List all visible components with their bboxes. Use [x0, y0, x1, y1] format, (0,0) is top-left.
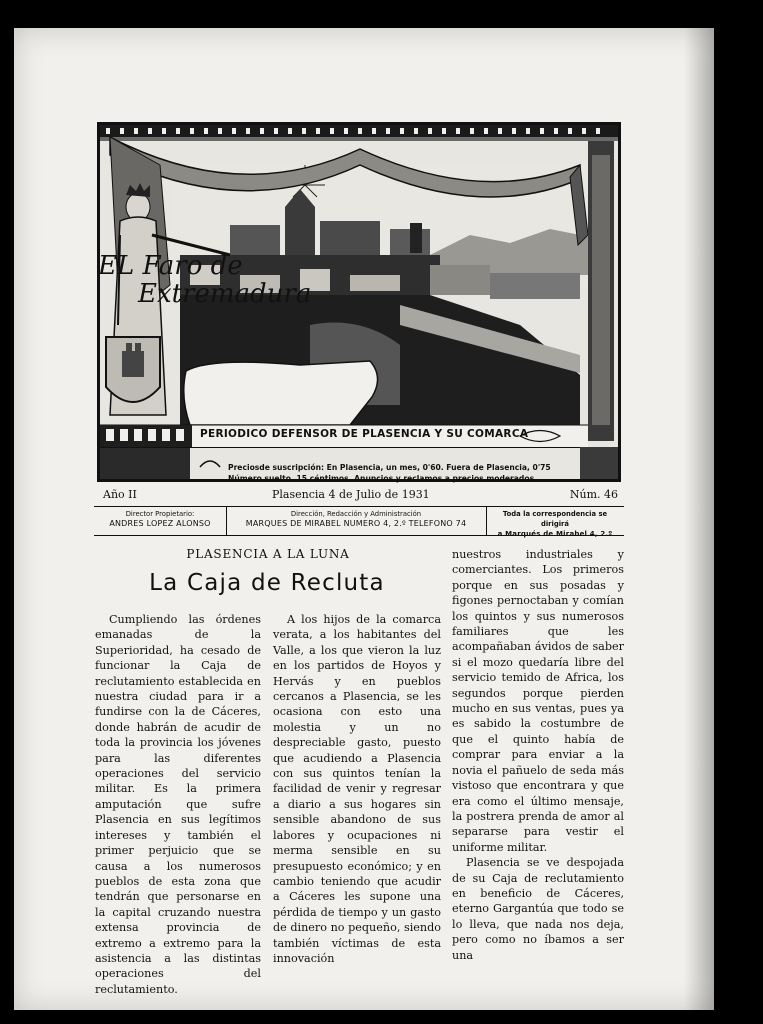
director-label: Director Propietario:: [125, 510, 195, 518]
paragraph: A los hijos de la comarca verata, a los habitantes del Valle, a los que vieron la luz en los partidos de Hoyos y Hervás y en pueblos cercanos a Plasencia, se les ocasiona con esto una molestia y un no despreciable gasto, puesto que acudiendo a Plasencia con sus quintos tenían la facilidad de venir y regresar a diario a sus hogares sin sensible abandono de sus labores y ocupaciones ni merma sensible en su presupuesto económico; y en cambio teniendo que acudir a Cáceres les supone una pérdida de tiempo y un gasto de dinero no pequeño, siendo también víctimas de esta innovación: [273, 613, 441, 965]
subscription-line-1: Preciosde suscripción: En Plasencia, un mes, 0'60. Fuera de Plasencia, 0'75: [228, 463, 551, 472]
masthead-subtitle: PERIODICO DEFENSOR DE PLASENCIA Y SU COMARCA: [200, 428, 529, 440]
paragraph: Cumpliendo las órdenes emanadas de la Superioridad, ha cesado de funcionar la Caja de reclutamiento establecida en nuestra ciudad para ir a fundirse con la de Cáceres, donde habrán de acudir de toda la provincia los jóvenes para las diferentes operaciones del servicio militar. Es la primera amputación que sufre Plasencia en sus legítimos intereses y también el primer perjuicio que se causa a los numerosos pueblos de esta zona que tendrán que personarse en la capital cruzando nuestra extensa provincia de extremo a extremo para la asistencia a las distintas operaciones del reclutamiento.: [95, 613, 261, 996]
title-line-1: EL Faro de: [98, 251, 243, 281]
correspondence-line-2: a Marqués de Mirabel 4, 2.º: [497, 530, 613, 538]
page-edge-shadow: [684, 28, 714, 1010]
subscription-prices: [228, 462, 608, 484]
title-line-2: Extremadura: [138, 279, 312, 309]
issue-info: [97, 488, 622, 504]
divider: [226, 507, 227, 535]
staff-box: [94, 506, 624, 536]
subscription-line-2: Número suelto, 15 céntimos. Anuncios y reclamos a precios moderados.: [228, 474, 537, 483]
divider: [486, 507, 487, 535]
issue-year: Año II: [103, 488, 137, 501]
director-cell: [96, 509, 224, 529]
article-headline: La Caja de Recluta: [149, 570, 385, 596]
section-heading: PLASENCIA A LA LUNA: [186, 547, 350, 561]
article-column-1: [95, 612, 261, 997]
newspaper-title: [98, 252, 311, 308]
paragraph: nuestros industriales y comerciantes. Los primeros porque en sus posadas y figones pernoctaban y comían los quintos y sus numerosos familiares que les acompañaban ávidos de saber si el mozo quedaría libre del servicio temido de Africa, los segundos porque pierden mucho en sus ventas, pues ya es sabido la costumbre de que el quinto había de comprar para enviar a la novia el pañuelo de seda más vistoso que encontrara y que era como el último mensaje, la postrera prenda de amor al separarse para vestir el uniforme militar.: [452, 548, 624, 854]
office-label: Dirección, Redacción y Administración: [290, 510, 422, 518]
article-column-2: [273, 612, 441, 966]
director-name: ANDRES LOPEZ ALONSO: [109, 519, 211, 528]
office-address: MARQUES DE MIRABEL NUMERO 4, 2.º TELEFONO 74: [245, 519, 467, 528]
correspondence-line-1: Toda la correspondencia se dirigirá: [502, 510, 608, 528]
issue-number: Núm. 46: [569, 488, 618, 501]
article-column-3: [452, 547, 624, 963]
paragraph: Plasencia se ve despojada de su Caja de reclutamiento en beneficio de Cáceres, eterno Gargantúa que todo se lo lleva, que nada nos deja, pero como no íbamos a ser una: [452, 856, 624, 962]
issue-date: Plasencia 4 de Julio de 1931: [272, 488, 430, 501]
correspondence-cell: [488, 509, 622, 539]
office-cell: [228, 509, 484, 529]
title-cartouche: [184, 361, 378, 425]
